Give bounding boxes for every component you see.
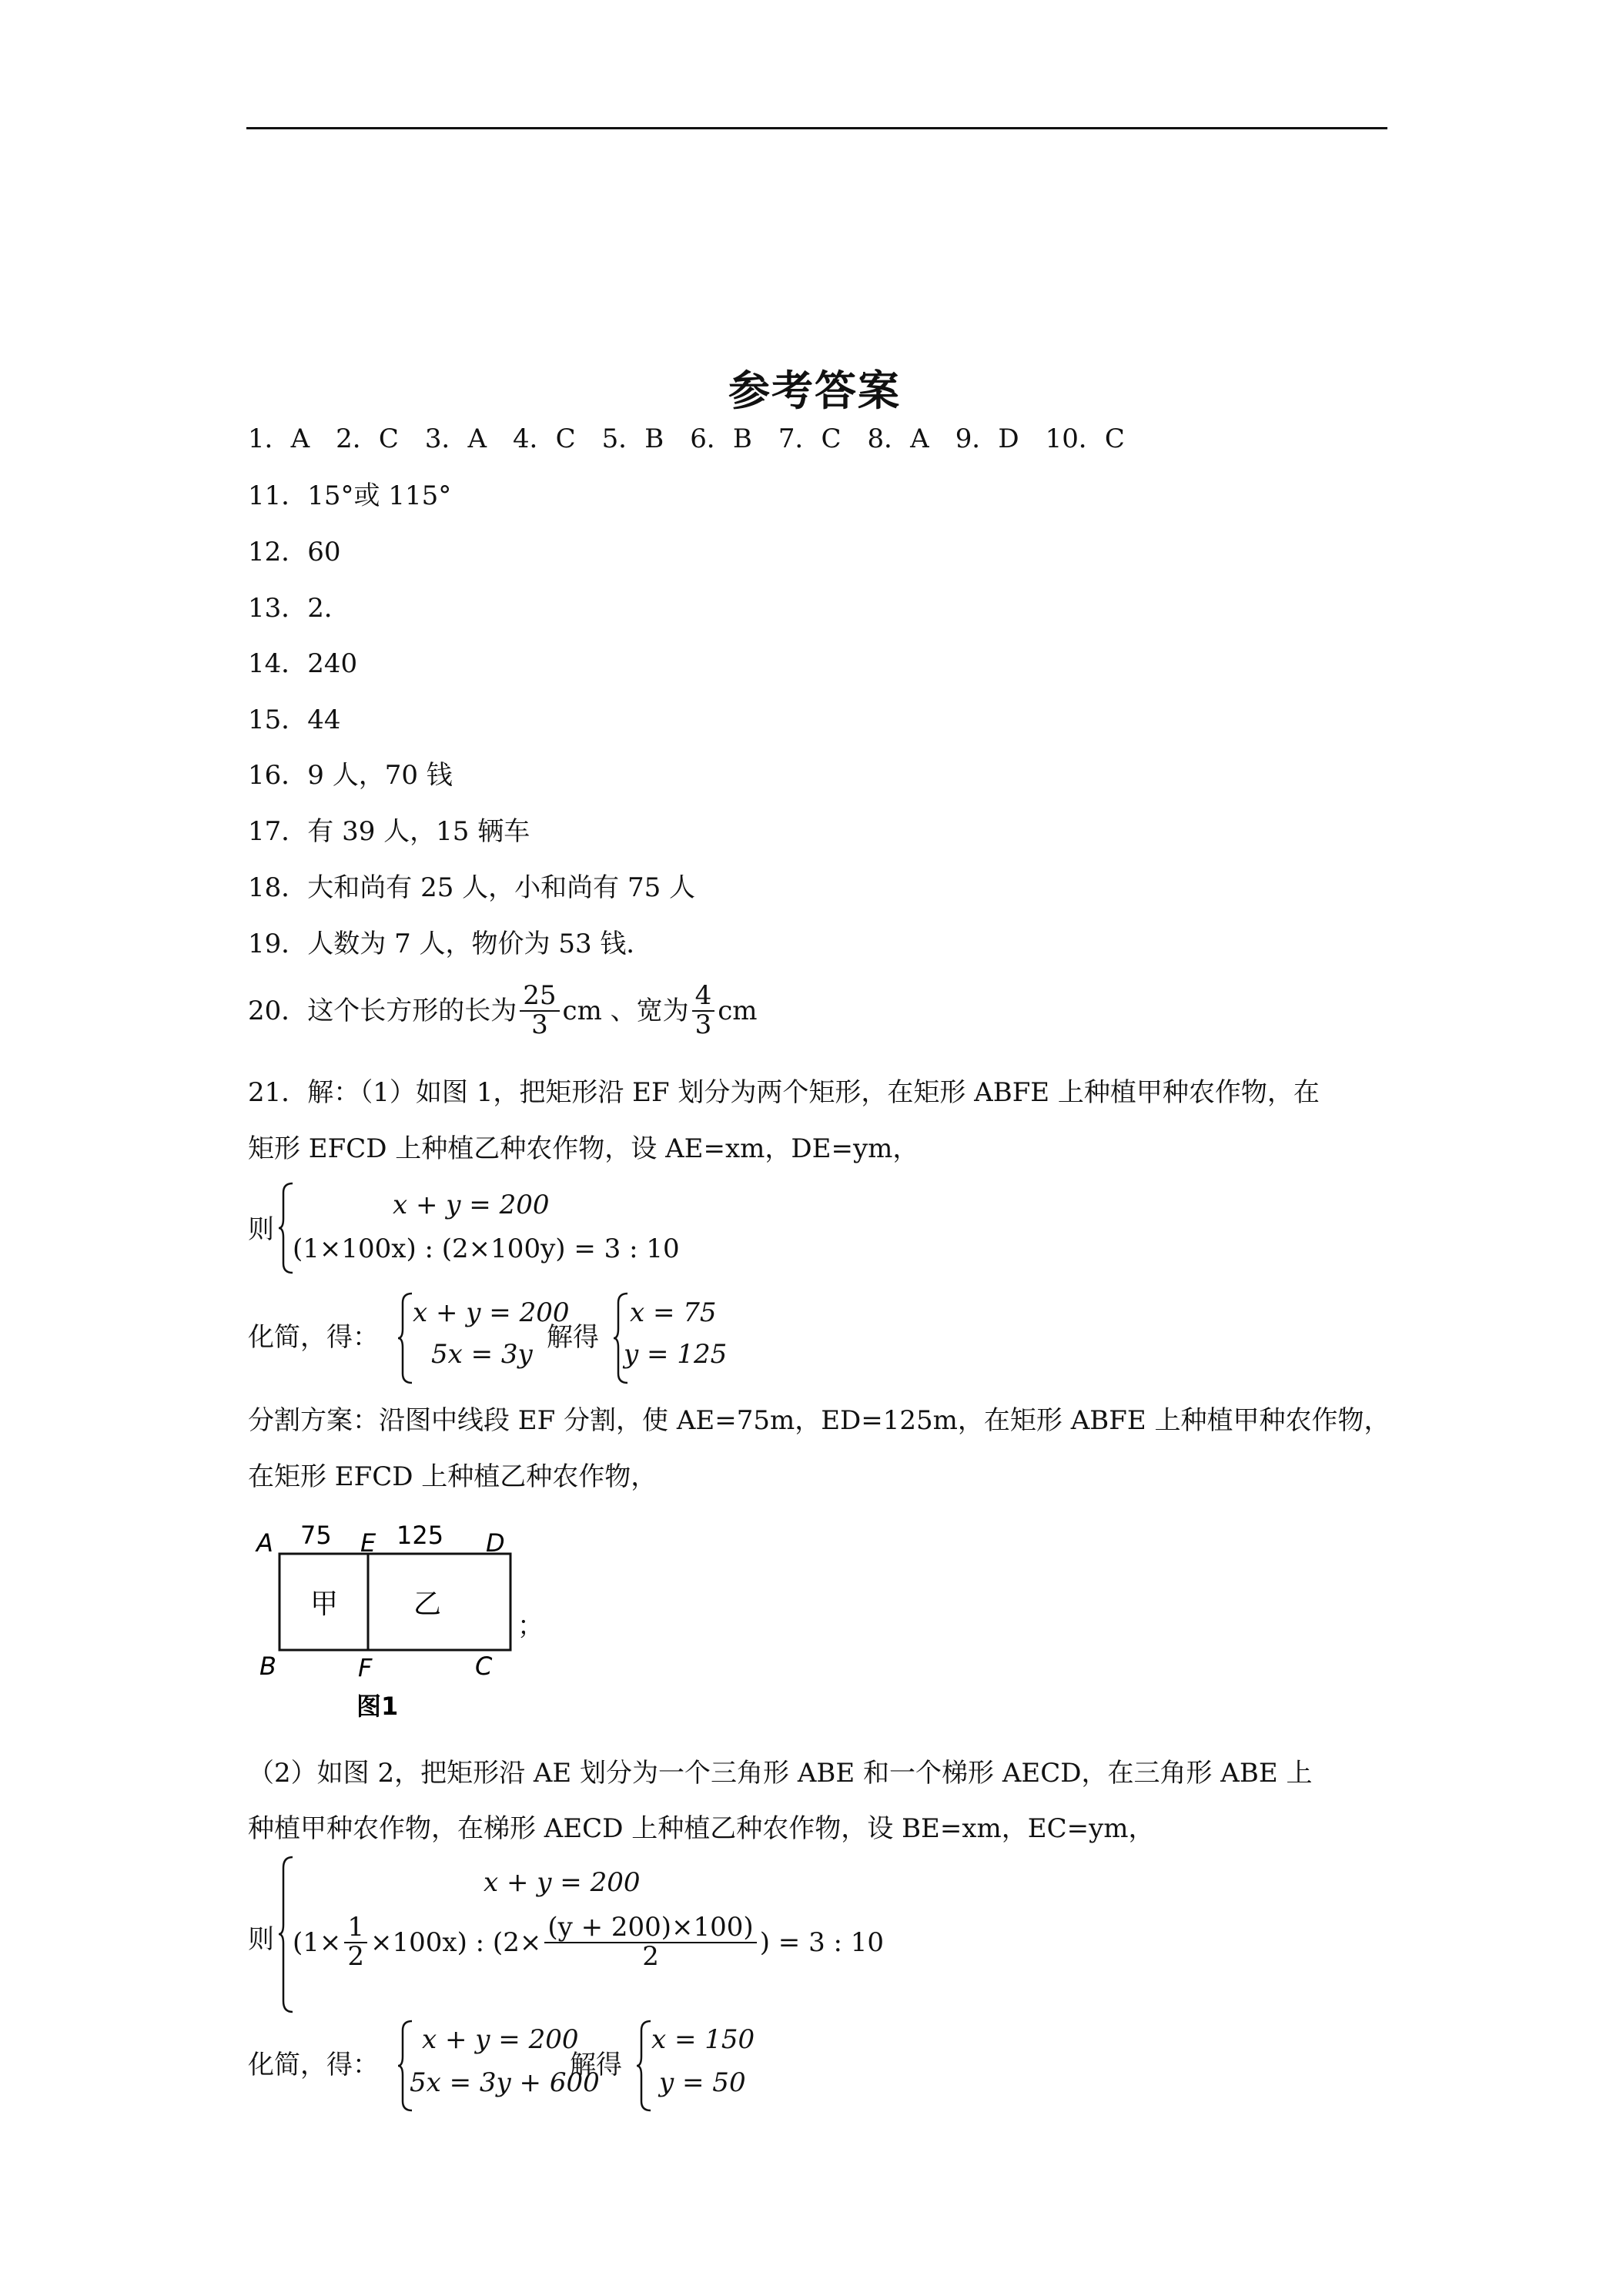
answer-16: 16．9 人，70 钱	[248, 760, 453, 791]
system4-eq2: 5x = 3y + 600	[410, 2067, 600, 2098]
answer-20-suffix: cm	[718, 995, 758, 1026]
system3-eq2-part-a: (1×	[293, 1926, 342, 1958]
answer-12: 12．60	[248, 537, 341, 567]
width-numerator: 4	[692, 982, 715, 1012]
solution1-x: x = 75	[630, 1297, 717, 1328]
answer-20-prefix: 20．这个长方形的长为	[248, 995, 517, 1026]
half-fraction	[344, 1914, 367, 1970]
length-ED: 125	[397, 1521, 444, 1550]
answer-11: 11．15°或 115°	[248, 480, 452, 511]
label-D: D	[486, 1528, 505, 1558]
system3-eq2-part-c: ) = 3 : 10	[759, 1926, 885, 1958]
label-C: C	[475, 1652, 493, 1681]
answer-20	[248, 982, 758, 1039]
answer-17: 17．有 39 人，15 辆车	[248, 816, 530, 847]
answer-13: 13．2．	[248, 593, 350, 624]
system3-eq2-part-b: ×100x) : (2×	[370, 1926, 542, 1958]
solution1-y: y = 125	[624, 1339, 728, 1370]
left-brace-icon	[612, 1292, 631, 1384]
half-denominator: 2	[347, 1940, 365, 1972]
figure-1-diagram	[250, 1513, 535, 1729]
system4-eq1: x + y = 200	[422, 2024, 579, 2055]
trapezoid-fraction	[544, 1914, 756, 1970]
solve-label-2: 解得	[570, 2050, 622, 2080]
length-denominator: 3	[531, 1009, 548, 1040]
system3-eq2	[293, 1914, 884, 1970]
region-jia: 甲	[310, 1588, 339, 1620]
answer-19: 19．人数为 7 人，物价为 53 钱．	[248, 929, 653, 959]
solution2-y: y = 50	[659, 2067, 746, 2098]
q21-part1-line1: 21．解：（1）如图 1，把矩形沿 EF 划分为两个矩形，在矩形 ABFE 上种植甲种农作物，在	[248, 1077, 1320, 1108]
solve-label: 解得	[547, 1322, 599, 1353]
system2-eq2: 5x = 3y	[431, 1339, 533, 1370]
left-brace-icon	[397, 2020, 415, 2112]
label-A: A	[256, 1528, 273, 1558]
q21-part2-line1: （2）如图 2，把矩形沿 AE 划分为一个三角形 ABE 和一个梯形 AECD，在三角形 ABE 上	[248, 1758, 1313, 1789]
system1-eq1: x + y = 200	[393, 1190, 550, 1220]
trapezoid-denominator: 2	[642, 1940, 659, 1972]
simplify-label-2: 化简，得：	[248, 2050, 379, 2080]
ze-label-2: 则	[248, 1924, 274, 1955]
label-F: F	[358, 1653, 373, 1682]
answers-1-10: 1．A 2．C 3．A 4．C 5．B 6．B 7．C 8．A 9．D 10．C	[248, 423, 1125, 454]
plan-line2: 在矩形 EFCD 上种植乙种农作物，	[248, 1461, 658, 1492]
answer-15: 15．44	[248, 705, 341, 735]
length-AE: 75	[300, 1521, 332, 1550]
half-numerator: 1	[344, 1914, 367, 1943]
answer-20-mid: cm 、宽为	[562, 995, 689, 1026]
answer-14: 14．240	[248, 648, 358, 679]
label-E: E	[360, 1528, 376, 1558]
system3-eq1: x + y = 200	[484, 1867, 641, 1898]
figure-1-caption: 图1	[356, 1692, 399, 1721]
region-yi: 乙	[413, 1588, 442, 1620]
label-B: B	[259, 1652, 276, 1681]
header-rule	[246, 127, 1387, 129]
length-numerator: 25	[520, 982, 559, 1012]
page-title: 参考答案	[728, 366, 901, 415]
length-fraction	[520, 982, 559, 1039]
semicolon: ；	[517, 1611, 544, 1642]
q21-part2-line2: 种植甲种农作物，在梯形 AECD 上种植乙种农作物，设 BE=xm，EC=ym，	[248, 1813, 1155, 1844]
ze-label: 则	[248, 1214, 274, 1245]
plan-line1: 分割方案：沿图中线段 EF 分割，使 AE=75m，ED=125m，在矩形 ABFE 上种植甲种农作物，	[248, 1405, 1390, 1436]
width-fraction	[692, 982, 715, 1039]
answer-18: 18．大和尚有 25 人，小和尚有 75 人	[248, 872, 696, 903]
q21-part1-line2: 矩形 EFCD 上种植乙种农作物，设 AE=xm，DE=ym，	[248, 1133, 919, 1164]
solution2-x: x = 150	[651, 2024, 755, 2055]
width-denominator: 3	[694, 1009, 712, 1040]
simplify-label: 化简，得：	[248, 1322, 379, 1353]
system2-eq1: x + y = 200	[413, 1297, 570, 1328]
system1-eq2: (1×100x) : (2×100y) = 3 : 10	[293, 1233, 680, 1264]
trapezoid-numerator: (y + 200)×100)	[544, 1914, 756, 1943]
